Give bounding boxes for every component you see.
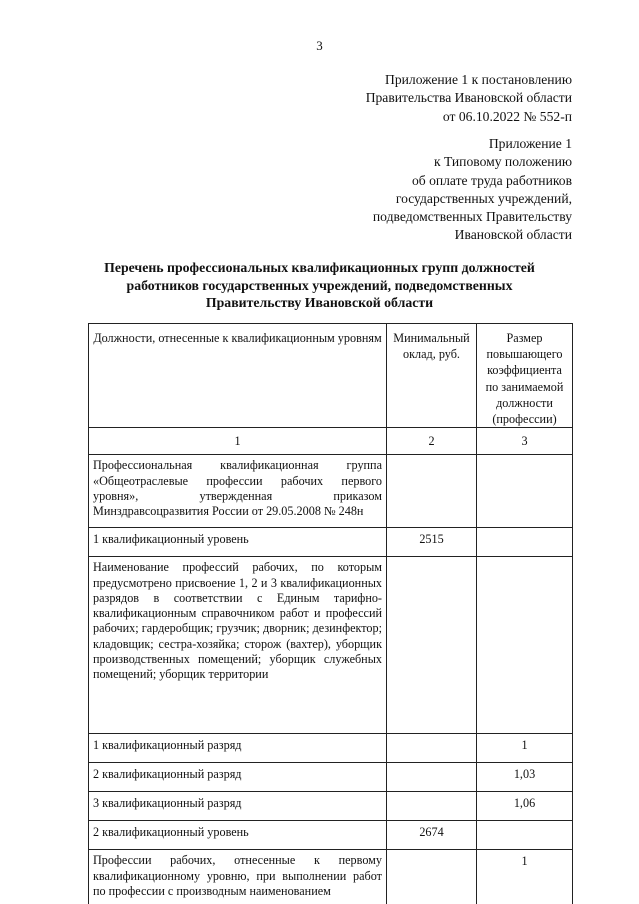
header-coefficient — [477, 324, 573, 428]
appendix-sub-line: Приложение 1 — [488, 136, 572, 151]
position-cell — [89, 455, 387, 528]
appendix-sub-line: об оплате труда работников — [411, 172, 572, 188]
table-row — [89, 763, 573, 792]
header-positions-text: Должности, отнесенные к квалификационным уровням — [93, 331, 382, 345]
coefficient-cell — [477, 455, 573, 528]
salary-cell: 2515 — [387, 528, 477, 557]
appendix-sub-line: подведомственных Правительству — [372, 209, 572, 225]
table-row — [89, 850, 573, 904]
coefficient-cell: 1 — [477, 734, 573, 763]
header-min-salary — [387, 324, 477, 428]
coefficient-cell — [477, 528, 573, 557]
table-row — [89, 734, 573, 763]
appendix-main-header — [366, 71, 572, 126]
coefficient-cell — [477, 557, 573, 734]
coefficient-cell: 1 — [477, 850, 573, 904]
column-index: 2 — [387, 428, 477, 455]
appendix-sub-line: к Типовому положению — [433, 154, 572, 170]
salary-cell — [387, 734, 477, 763]
position-text: Профессиональная квалификационная группа «Общеотраслевые профессии рабочих первого уровня», утвержденная приказом Минздравсоцразвития России от 29.05.2008 № 248н — [93, 458, 382, 519]
salary-cell — [387, 792, 477, 821]
column-index: 3 — [477, 428, 573, 455]
position-text: 1 квалификационный уровень — [93, 532, 249, 547]
table-row — [89, 821, 573, 850]
column-index-row — [89, 428, 573, 455]
position-text: 1 квалификационный разряд — [93, 738, 242, 753]
title-line: Перечень профессиональных квалификационных групп должностей — [104, 260, 535, 275]
position-cell — [89, 734, 387, 763]
table-row — [89, 455, 573, 528]
document-title — [60, 259, 579, 312]
page-number: 3 — [316, 38, 323, 53]
header-min-salary-text: Минимальный оклад, руб. — [393, 331, 470, 362]
position-cell — [89, 792, 387, 821]
appendix-sub-header — [373, 135, 572, 245]
header-positions — [89, 324, 387, 428]
column-index: 1 — [89, 428, 387, 455]
title-line: работников государственных учреждений, подведомственных — [126, 277, 513, 293]
appendix-main-line: от 06.10.2022 № 552-п — [442, 108, 572, 124]
position-cell — [89, 821, 387, 850]
position-text: 2 квалификационный разряд — [93, 767, 242, 782]
coefficient-cell: 1,06 — [477, 792, 573, 821]
position-text: 2 квалификационный уровень — [93, 825, 249, 840]
appendix-sub-line: государственных учреждений, — [395, 190, 572, 206]
header-coefficient-text: Размер повышающего коэффициента по занимаемой должности (профессии) — [485, 331, 564, 427]
position-text: 3 квалификационный разряд — [93, 796, 242, 811]
title-line: Правительству Ивановской области — [205, 295, 434, 311]
position-cell — [89, 763, 387, 792]
table-header-row — [89, 324, 573, 428]
table-row — [89, 792, 573, 821]
position-cell — [89, 528, 387, 557]
qualification-groups-table — [88, 323, 573, 904]
salary-cell — [387, 763, 477, 792]
position-text: Наименование профессий рабочих, по которым предусмотрено присвоение 1, 2 и 3 квалификационных разрядов в соответствии с Единым тарифно-квалификационным справочником работ и профессий рабочих; гардеробщик; грузчик; дворник; дезинфектор; кладовщик; сестра-хозяйка; сторож (вахтер), уборщик производственных помещений; уборщик служебных помещений; уборщик территории — [93, 560, 382, 682]
position-cell — [89, 850, 387, 904]
coefficient-cell — [477, 821, 573, 850]
table-row — [89, 557, 573, 734]
coefficient-cell: 1,03 — [477, 763, 573, 792]
position-text: Профессии рабочих, отнесенные к первому квалификационному уровню, при выполнении работ по профессии с производным наименованием — [93, 853, 382, 898]
salary-cell: 2674 — [387, 821, 477, 850]
salary-cell — [387, 557, 477, 734]
appendix-main-line: Правительства Ивановской области — [365, 90, 572, 106]
table-row — [89, 528, 573, 557]
appendix-sub-line: Ивановской области — [454, 227, 572, 243]
salary-cell — [387, 850, 477, 904]
position-cell — [89, 557, 387, 734]
salary-cell — [387, 455, 477, 528]
appendix-main-line: Приложение 1 к постановлению — [385, 72, 572, 87]
